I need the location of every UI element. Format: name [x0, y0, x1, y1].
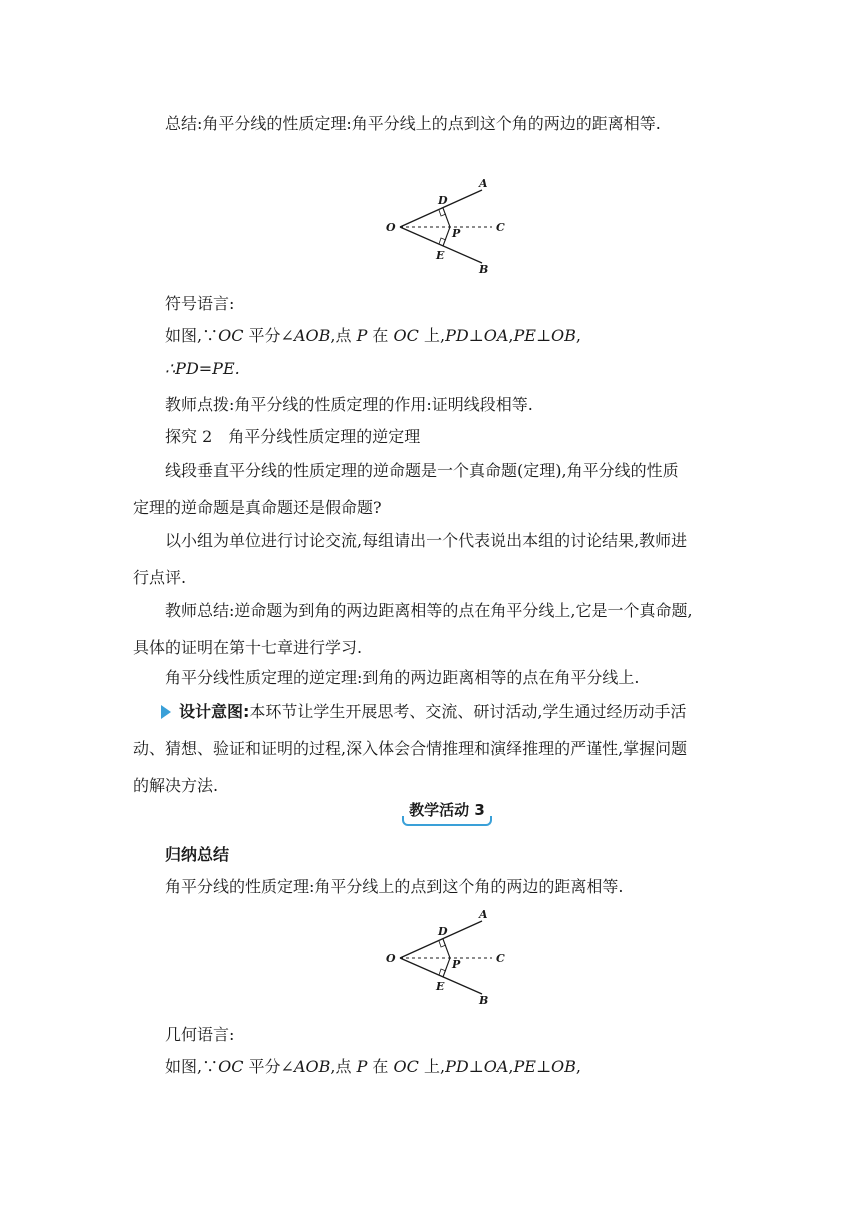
given-statement-1: 如图,∵OC 平分∠AOB,点 P 在 OC 上,PD⊥OA,PE⊥OB,: [165, 326, 581, 345]
triangle-marker-icon: [161, 705, 171, 719]
geometry-language-label: 几何语言:: [165, 1025, 235, 1044]
summary-theorem-2: 角平分线的性质定理:角平分线上的点到这个角的两边的距离相等.: [165, 877, 624, 896]
angle-bisector-figure-1: [380, 175, 520, 280]
induction-title: 归纳总结: [165, 845, 230, 864]
label-b: B: [479, 994, 489, 1007]
label-a: A: [479, 177, 488, 190]
label-c: C: [496, 221, 505, 234]
converse-theorem: 角平分线性质定理的逆定理:到角的两边距离相等的点在角平分线上.: [165, 668, 640, 687]
symbol-language-label: 符号语言:: [165, 294, 235, 313]
paragraph-3: 教师总结:逆命题为到角的两边距离相等的点在角平分线上,它是一个真命题, 具体的证明在第十七章进行学习.: [133, 601, 693, 657]
label-b: B: [479, 263, 489, 276]
label-p: P: [452, 958, 461, 971]
activity-3-title: 教学活动 3: [402, 797, 492, 823]
label-p: P: [452, 227, 461, 240]
teacher-tip: 教师点拨:角平分线的性质定理的作用:证明线段相等.: [165, 395, 533, 414]
explore-2-heading: 探究 2 角平分线性质定理的逆定理: [165, 427, 421, 446]
label-d: D: [438, 194, 448, 207]
label-a: A: [479, 908, 488, 921]
paragraph-2: 以小组为单位进行讨论交流,每组请出一个代表说出本组的讨论结果,教师进 行点评.: [133, 531, 688, 587]
summary-theorem: 总结:角平分线的性质定理:角平分线上的点到这个角的两边的距离相等.: [165, 114, 661, 133]
label-e: E: [436, 980, 445, 993]
label-e: E: [436, 249, 445, 262]
label-o: O: [386, 221, 396, 234]
given-statement-2: 如图,∵OC 平分∠AOB,点 P 在 OC 上,PD⊥OA,PE⊥OB,: [165, 1057, 581, 1076]
label-d: D: [438, 925, 448, 938]
label-c: C: [496, 952, 505, 965]
label-o: O: [386, 952, 396, 965]
design-intent: 设计意图:本环节让学生开展思考、交流、研讨活动,学生通过经历动手活 动、猜想、验证和证明的过程,深入体会合情推理和演绎推理的严谨性,掌握问题 的解决方法.: [133, 702, 688, 795]
conclusion: ∴PD=PE.: [165, 359, 240, 378]
paragraph-1: 线段垂直平分线的性质定理的逆命题是一个真命题(定理),角平分线的性质 定理的逆命题是真命题还是假命题?: [133, 461, 679, 517]
angle-bisector-figure-2: [380, 906, 520, 1011]
